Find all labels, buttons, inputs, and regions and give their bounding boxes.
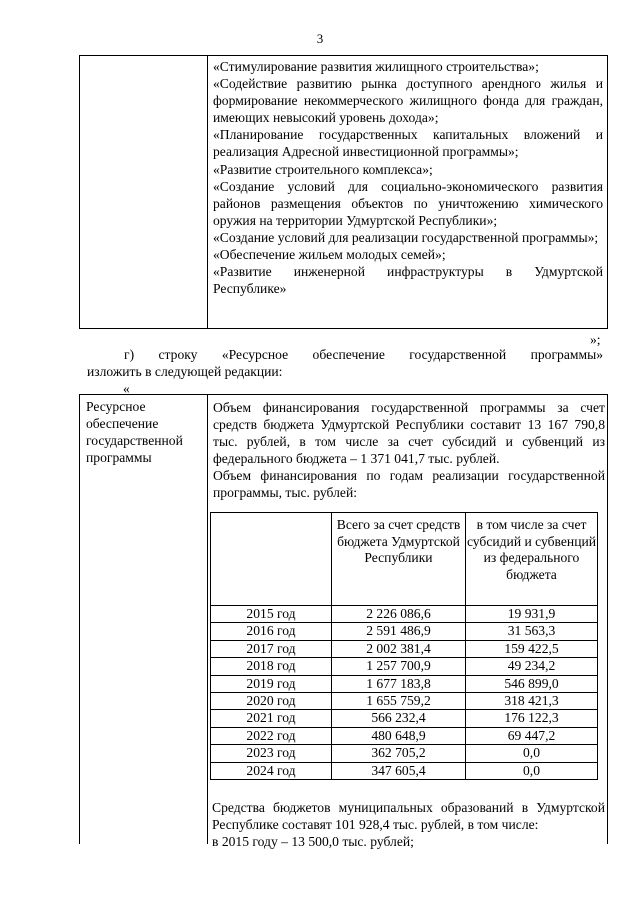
subprogram-item: «Развитие строительного комплекса»; [213,161,433,177]
row-year: 2017 год [211,640,332,657]
funding-table-header [211,513,598,606]
subprogram-item: «Развитие инженерной инфраструктуры в Удмуртской Республике» [213,264,603,297]
header-federal: в том числе за счет субсидий и субвенций из федерального бюджета [466,513,598,606]
subprogram-item: «Создание условий для социально-экономического развития районов размещения объектов по уничтожению химического оружия на территории Удмуртской Республики»; [213,178,603,228]
instruction-line-2: изложить в следующей редакции: [87,364,283,380]
funding-intro: Объем финансирования государственной программы за счет средств бюджета Удмуртской Республики составит 13 167 790,8 тыс. рублей, в том числе за счет субсидий и субвенций из федерального бюджета – 1 371 041,7 тыс. рублей. [213,400,605,467]
opening-quote: « [123,381,130,396]
row-federal: 0,0 [466,745,598,762]
row-federal: 69 447,2 [466,727,598,744]
row-year: 2019 год [211,675,332,692]
header-total: Всего за счет средств бюджета Удмуртской Республики [332,513,466,606]
row-year: 2021 год [211,710,332,727]
row-federal: 318 421,3 [466,693,598,710]
municipal-section [212,799,605,850]
funding-row [211,745,598,762]
municipal-2015: в 2015 году – 13 500,0 тыс. рублей; [212,834,414,850]
funding-by-years: Объем финансирования по годам реализации государственной программы, тыс. рублей: [213,468,605,501]
resource-label: Ресурсное обеспечение государственной программы [86,399,183,466]
row-year: 2024 год [211,762,332,779]
row-year: 2016 год [211,623,332,640]
row-federal: 176 122,3 [466,710,598,727]
resource-content [213,399,605,502]
page-number: 3 [316,31,324,46]
funding-row [211,640,598,657]
funding-table [210,512,598,780]
row-federal: 49 234,2 [466,658,598,675]
header-year [211,513,332,606]
row-total: 1 655 759,2 [332,693,466,710]
row-total: 2 002 381,4 [332,640,466,657]
subprogram-item: «Создание условий для реализации государственной программы»; [213,229,599,245]
subprogram-item: «Планирование государственных капитальных вложений и реализация Адресной инвестиционной программы»; [213,127,603,160]
funding-row [211,727,598,744]
row-total: 347 605,4 [332,762,466,779]
row-year: 2018 год [211,658,332,675]
row-year: 2020 год [211,693,332,710]
funding-row [211,623,598,640]
subprograms-table [79,55,608,329]
funding-row [211,606,598,623]
row-year: 2023 год [211,745,332,762]
subprogram-item: «Содействие развитию рынка доступного арендного жилья и формирование некоммерческого жилищного фонда для граждан, имеющих невысокий уровень дохода»; [213,76,603,126]
municipal-funds: Средства бюджетов муниципальных образований в Удмуртской Республике составят 101 928,4 тыс. рублей, в том числе: [212,800,605,833]
funding-row [211,675,598,692]
row-federal: 0,0 [466,762,598,779]
row-federal: 31 563,3 [466,623,598,640]
row-total: 1 257 700,9 [332,658,466,675]
row-total: 2 226 086,6 [332,606,466,623]
funding-row [211,762,598,779]
row-federal: 159 422,5 [466,640,598,657]
funding-row [211,693,598,710]
row-federal: 546 899,0 [466,675,598,692]
row-total: 480 648,9 [332,727,466,744]
row-total: 2 591 486,9 [332,623,466,640]
instruction-line-1: г) строку «Ресурсное обеспечение государственной программы» [124,347,603,362]
instruction-paragraph [87,346,603,380]
funding-row [211,710,598,727]
row-year: 2022 год [211,727,332,744]
row-year: 2015 год [211,606,332,623]
subprogram-item: «Стимулирование развития жилищного строительства»; [213,59,539,74]
resource-label-cell [80,395,208,844]
closing-quote: »; [590,332,601,347]
subprogram-item: «Обеспечение жильем молодых семей»; [213,247,446,263]
row-total: 566 232,4 [332,710,466,727]
row-total: 362 705,2 [332,745,466,762]
row-federal: 19 931,9 [466,606,598,623]
funding-row [211,658,598,675]
row-total: 1 677 183,8 [332,675,466,692]
subprograms-label-cell [80,56,208,328]
subprograms-list [213,58,603,297]
